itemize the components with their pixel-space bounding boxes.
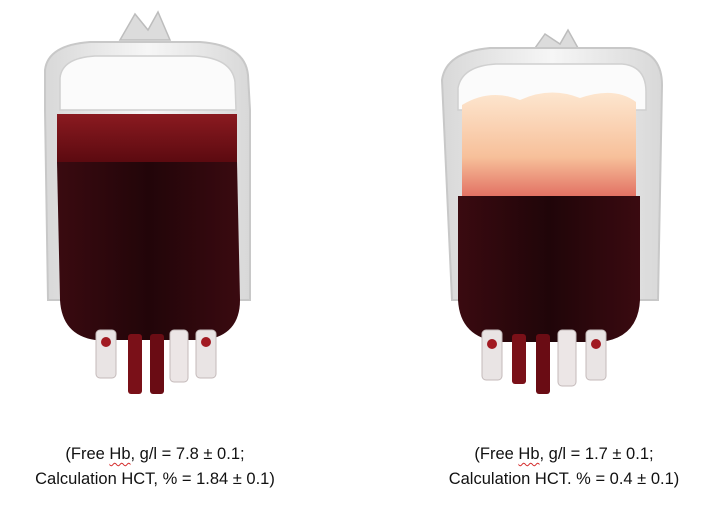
blood-bag-photo-right	[400, 0, 728, 430]
red-cell-layer	[458, 196, 640, 342]
bag-ports	[482, 330, 606, 394]
plasma-layer	[462, 92, 636, 200]
blood-bag-photo-left	[0, 0, 310, 430]
caption-left-line-1: (Free Hb, g/l = 7.8 ± 0.1;	[65, 445, 245, 463]
caption-right-line-2: Calculation HCT. % = 0.4 ± 0.1)	[448, 470, 680, 488]
blood-bag-panel-left	[0, 0, 310, 516]
plasma-layer	[57, 114, 237, 162]
caption-right-line-1: (Free Hb, g/l = 1.7 ± 0.1;	[474, 445, 654, 463]
bag-hanger	[120, 12, 170, 40]
bag-hanger	[535, 30, 578, 48]
caption-right	[400, 442, 728, 492]
caption-right-spellcheck-word: Hb	[518, 445, 540, 463]
caption-left-spellcheck-word: Hb	[109, 445, 131, 463]
bag-ports	[96, 330, 216, 394]
caption-left	[0, 442, 310, 492]
red-cell-layer	[57, 162, 240, 340]
caption-left-line-2: Calculation HCT, % = 1.84 ± 0.1)	[35, 470, 275, 488]
blood-bag-panel-right	[400, 0, 728, 516]
